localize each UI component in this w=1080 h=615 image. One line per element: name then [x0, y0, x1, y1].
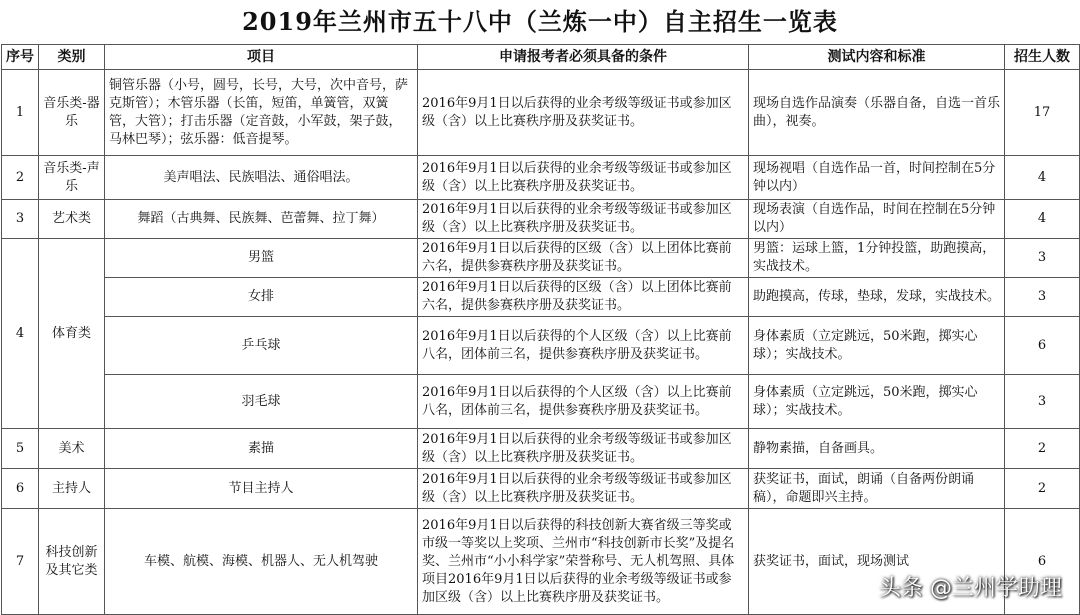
row-number: 4: [2, 239, 39, 429]
row-item: 铜管乐器（小号，圆号，长号，大号，次中音号，萨克斯管）；木管乐器（长笛，短笛，单簧管，双簧管，大管）；打击乐器（定音鼓，小军鼓，架子鼓，马林巴琴）；弦乐器：低音提琴。: [105, 70, 418, 156]
row-count: 6: [1005, 509, 1080, 615]
row-test: 现场自选作品演奏（乐器自备，自选一首乐曲），视奏。: [749, 70, 1005, 156]
row-category: 音乐类-器乐: [39, 70, 105, 156]
row-item: 男篮: [105, 239, 418, 278]
header-item: 项目: [105, 45, 418, 70]
row-item: 素描: [105, 429, 418, 469]
watermark-label: 头条 @兰州学助理: [879, 576, 1062, 601]
row-item: 车模、航模、海模、机器人、无人机驾驶: [105, 509, 418, 615]
row-number: 6: [2, 469, 39, 509]
row-count: 6: [1005, 317, 1080, 375]
row-category: 艺术类: [39, 200, 105, 239]
table-row: [2, 375, 1080, 429]
row-condition: 2016年9月1日以后获得的个人区级（含）以上比赛前八名，团体前三名，提供参赛秩序册及获奖证书。: [418, 317, 749, 375]
table-row: [2, 70, 1080, 156]
row-category: 美术: [39, 429, 105, 469]
row-test: 获奖证书，面试，现场测试: [749, 509, 1005, 615]
row-count: 3: [1005, 239, 1080, 278]
row-condition: 2016年9月1日以后获得的业余考级等级证书或参加区级（含）以上比赛秩序册及获奖证书。: [418, 156, 749, 200]
row-count: 3: [1005, 278, 1080, 317]
row-item: 美声唱法、民族唱法、通俗唱法。: [105, 156, 418, 200]
row-category: 音乐类-声乐: [39, 156, 105, 200]
row-condition: 2016年9月1日以后获得的业余考级等级证书或参加区级（含）以上比赛秩序册及获奖证书。: [418, 429, 749, 469]
row-count: 3: [1005, 375, 1080, 429]
row-condition: 2016年9月1日以后获得的业余考级等级证书或参加区级（含）以上比赛秩序册及获奖证书。: [418, 469, 749, 509]
row-test: 助跑摸高，传球，垫球，发球，实战技术。: [749, 278, 1005, 317]
row-test: 身体素质（立定跳远，50米跑，掷实心球）；实战技术。: [749, 375, 1005, 429]
header-number: 序号: [2, 45, 39, 70]
row-condition: 2016年9月1日以后获得的区级（含）以上团体比赛前六名，提供参赛秩序册及获奖证书。: [418, 239, 749, 278]
header-count: 招生人数: [1005, 45, 1080, 70]
row-category: 主持人: [39, 469, 105, 509]
row-count: 4: [1005, 200, 1080, 239]
page-title: 2019年兰州市五十八中（兰炼一中）自主招生一览表: [242, 7, 838, 36]
row-item: 羽毛球: [105, 375, 418, 429]
row-number: 3: [2, 200, 39, 239]
table-header-row: [2, 45, 1080, 70]
row-condition: 2016年9月1日以后获得的区级（含）以上团体比赛前六名，提供参赛秩序册及获奖证书。: [418, 278, 749, 317]
row-test: 静物素描，自备画具。: [749, 429, 1005, 469]
admissions-table: [1, 44, 1080, 615]
row-test: 现场表演（自选作品，时间在控制在5分钟以内）: [749, 200, 1005, 239]
row-condition: 2016年9月1日以后获得的个人区级（含）以上比赛前八名，团体前三名，提供参赛秩序册及获奖证书。: [418, 375, 749, 429]
row-condition: 2016年9月1日以后获得的业余考级等级证书或参加区级（含）以上比赛秩序册及获奖证书。: [418, 200, 749, 239]
row-condition: 2016年9月1日以后获得的业余考级等级证书或参加区级（含）以上比赛秩序册及获奖证书。: [418, 70, 749, 156]
row-test: 身体素质（立定跳远，50米跑，掷实心球）；实战技术。: [749, 317, 1005, 375]
row-count: 17: [1005, 70, 1080, 156]
table-row: [2, 278, 1080, 317]
row-item: 节目主持人: [105, 469, 418, 509]
row-count: 4: [1005, 156, 1080, 200]
row-number: 2: [2, 156, 39, 200]
row-test: 现场视唱（自选作品一首，时间控制在5分钟以内）: [749, 156, 1005, 200]
row-item: 女排: [105, 278, 418, 317]
table-row: [2, 239, 1080, 278]
row-number: 5: [2, 429, 39, 469]
row-category: 科技创新及其它类: [39, 509, 105, 615]
row-count: 2: [1005, 469, 1080, 509]
header-test: 测试内容和标准: [749, 45, 1005, 70]
table-row: [2, 429, 1080, 469]
table-row: [2, 200, 1080, 239]
header-condition: 申请报考者必须具备的条件: [418, 45, 749, 70]
row-item: 舞蹈（古典舞、民族舞、芭蕾舞、拉丁舞）: [105, 200, 418, 239]
row-test: 男篮：运球上篮，1分钟投篮，助跑摸高，实战技术。: [749, 239, 1005, 278]
row-number: 7: [2, 509, 39, 615]
row-test: 获奖证书，面试，朗诵（自备两份朗诵稿），命题即兴主持。: [749, 469, 1005, 509]
row-condition: 2016年9月1日以后获得的科技创新大赛省级三等奖或市级一等奖以上奖项、兰州市“科技创新市长奖”及提名奖、兰州市“小小科学家”荣誉称号、无人机驾照、具体项目2016年9月1日以后获得的业余考级等级证书或参加区级（含）以上比赛秩序册及获奖证书。: [418, 509, 749, 615]
table-row: [2, 156, 1080, 200]
header-category: 类别: [39, 45, 105, 70]
row-item: 乒乓球: [105, 317, 418, 375]
row-number: 1: [2, 70, 39, 156]
row-count: 2: [1005, 429, 1080, 469]
table-row: [2, 469, 1080, 509]
row-category: 体育类: [39, 239, 105, 429]
table-row: [2, 317, 1080, 375]
